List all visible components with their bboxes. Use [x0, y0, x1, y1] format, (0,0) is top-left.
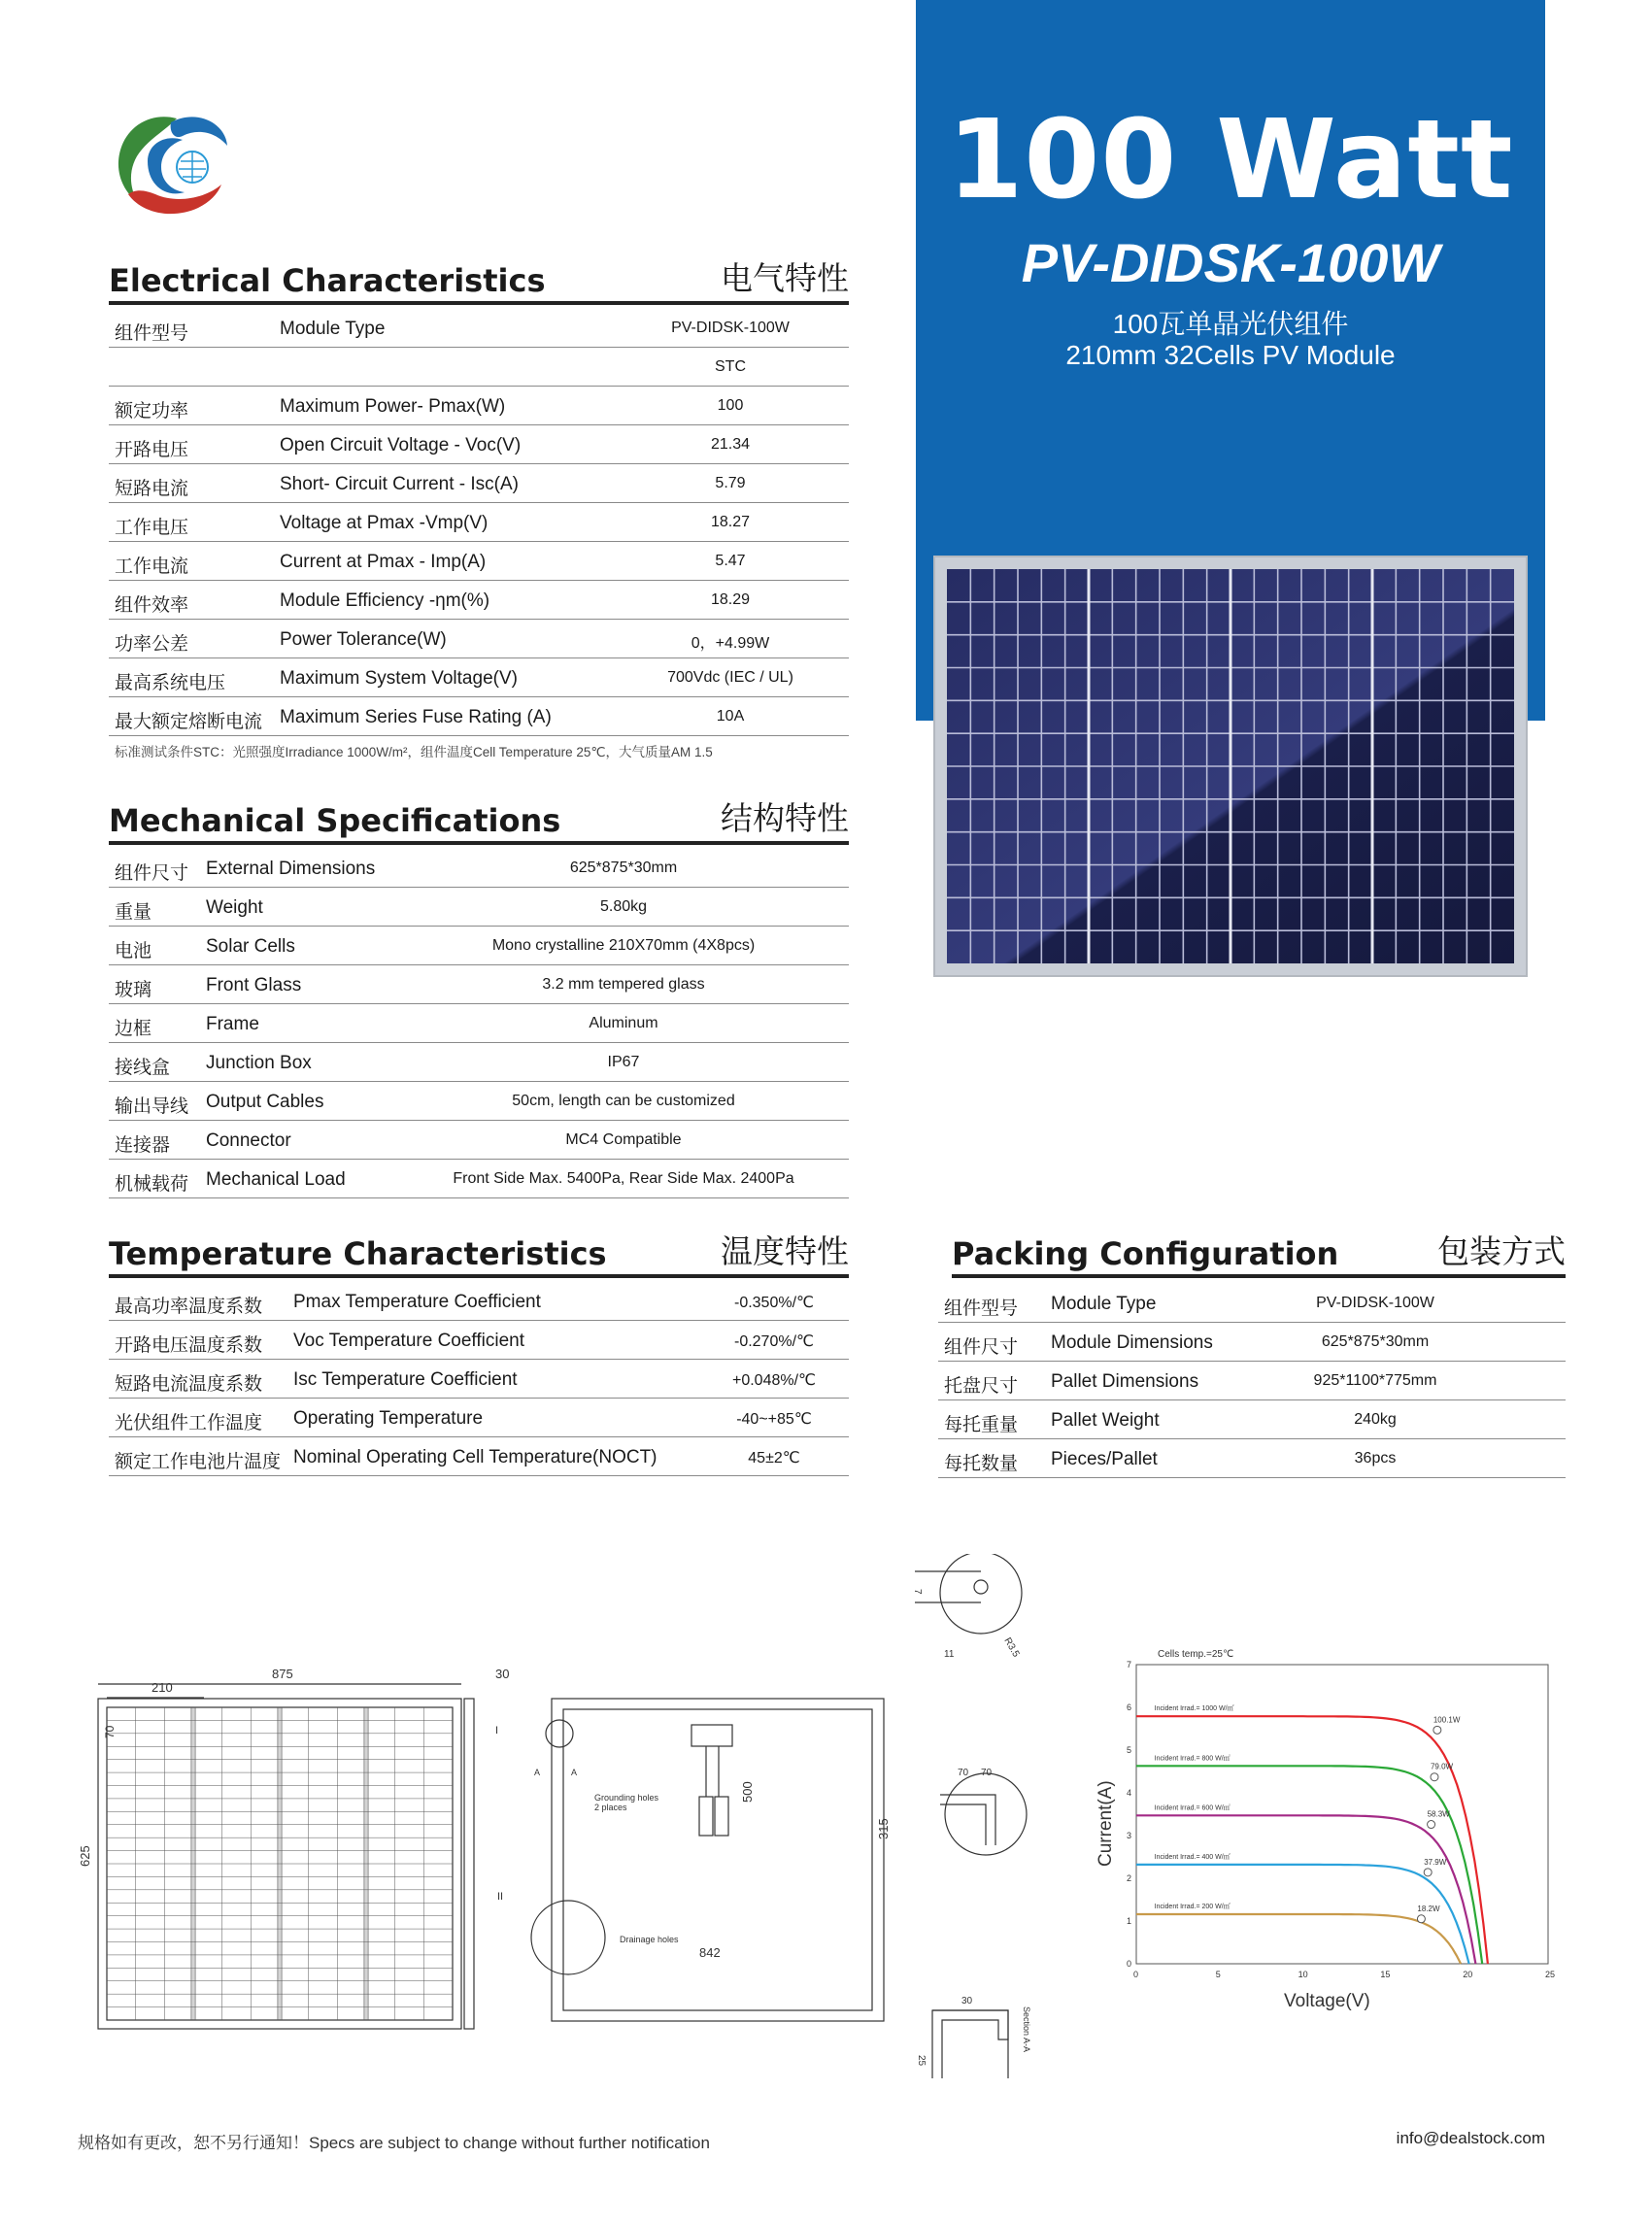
mpp-point: [1431, 1773, 1438, 1781]
pmax-label: 100.1W: [1433, 1715, 1461, 1725]
table-row: [109, 1082, 849, 1121]
packing-title-cn: 包装方式: [1437, 1233, 1566, 1269]
pmax-label: 37.9W: [1424, 1857, 1447, 1867]
row-value: 625*875*30mm: [1321, 1333, 1430, 1350]
table-row: [109, 542, 849, 581]
dim-210: 210: [152, 1680, 173, 1695]
solar-panel-image: [933, 556, 1528, 977]
mechanical-header: [109, 798, 849, 845]
row-label-cn: 短路电流: [115, 479, 189, 499]
row-label-en: Open Circuit Voltage - Voc(V): [280, 435, 522, 455]
subtitle-cn: 100瓦单晶光伏组件: [1112, 309, 1349, 339]
row-label-cn: 功率公差: [115, 634, 189, 655]
row-label-cn: 接线盒: [115, 1058, 171, 1078]
detail-circle-II: [531, 1901, 605, 1974]
electrical-header: [109, 258, 849, 305]
x-tick-label: 25: [1545, 1970, 1556, 1979]
table-row: [938, 1439, 1566, 1478]
row-label-cn: 最高功率温度系数: [115, 1297, 263, 1317]
row-label-en: Pallet Dimensions: [1051, 1371, 1199, 1392]
row-label-cn: 开路电压: [115, 440, 189, 460]
row-label-cn: 工作电流: [115, 556, 189, 577]
table-row: [109, 581, 849, 620]
row-label-cn: 每托数量: [944, 1454, 1019, 1474]
row-label-en: Isc Temperature Coefficient: [293, 1369, 518, 1390]
table-row: [109, 658, 849, 697]
table-row: [109, 1043, 849, 1082]
row-value: 21.34: [710, 436, 751, 453]
back-view-outline: [552, 1699, 884, 2021]
series-name: Incident Irrad.= 600 W/㎡: [1154, 1804, 1231, 1812]
dim-842: 842: [699, 1945, 721, 1960]
row-value: 18.27: [710, 514, 751, 530]
row-value: STC: [715, 358, 746, 375]
row-value: 5.47: [715, 553, 746, 569]
series-line: [1136, 1815, 1475, 1964]
footer-email[interactable]: info@dealstock.com: [1396, 2129, 1545, 2147]
row-label-en: Pmax Temperature Coefficient: [293, 1292, 541, 1312]
row-label-cn: 托盘尺寸: [944, 1376, 1019, 1397]
row-label-en: Pieces/Pallet: [1051, 1449, 1158, 1469]
row-label-cn: 组件效率: [115, 595, 189, 616]
mpp-point: [1428, 1821, 1435, 1829]
footer-note: 规格如有更改，恕不另行通知！Specs are subject to change without further notification: [78, 2134, 710, 2152]
mpp-point: [1424, 1869, 1432, 1876]
row-value: 625*875*30mm: [569, 860, 678, 876]
row-label-cn: 最高系统电压: [115, 673, 226, 693]
y-tick-label: 1: [1127, 1916, 1132, 1926]
row-label-en: Junction Box: [206, 1053, 312, 1073]
table-row: [938, 1284, 1566, 1323]
dim-625: 625: [78, 1845, 92, 1867]
chart-title: Cells temp.=25℃: [1158, 1649, 1234, 1660]
row-value: 10A: [716, 708, 745, 725]
table-row: [109, 1399, 849, 1437]
electrical-title: Electrical Characteristics: [109, 262, 546, 299]
row-label-en: Module Type: [1051, 1294, 1157, 1314]
row-label-en: Current at Pmax - Imp(A): [280, 552, 487, 572]
x-tick-label: 0: [1133, 1970, 1139, 1979]
row-value: MC4 Compatible: [565, 1131, 682, 1148]
x-tick-label: 5: [1215, 1970, 1221, 1979]
y-tick-label: 5: [1127, 1745, 1132, 1755]
label-A: A: [534, 1768, 541, 1777]
table-row: [109, 1360, 849, 1399]
dim-70b: 70: [958, 1768, 969, 1778]
table-row: [109, 620, 849, 658]
series-name: Incident Irrad.= 800 W/㎡: [1154, 1755, 1231, 1763]
label-II: II: [497, 1891, 504, 1903]
product-title: 100 Watt: [947, 97, 1514, 223]
table-row: [109, 387, 849, 425]
label-I: I: [495, 1725, 499, 1736]
row-value: 5.79: [715, 475, 746, 491]
iv-curve-chart: [1090, 1643, 1566, 2032]
drainage-label: Drainage holes: [620, 1935, 679, 1944]
row-label-en: Maximum System Voltage(V): [280, 668, 518, 689]
table-row: [109, 1121, 849, 1160]
mpp-point: [1417, 1915, 1425, 1923]
row-label-en: Module Dimensions: [1051, 1332, 1213, 1353]
row-label-en: Frame: [206, 1014, 259, 1034]
table-row: [109, 927, 849, 965]
row-value: 36pcs: [1354, 1450, 1397, 1466]
row-label-cn: 输出导线: [115, 1096, 189, 1117]
temperature-table: [109, 1282, 849, 1476]
table-row: [109, 1282, 849, 1321]
row-label-en: Voc Temperature Coefficient: [293, 1331, 524, 1351]
packing-table: [938, 1284, 1566, 1478]
label-A2: A: [571, 1768, 578, 1777]
row-label-cn: 开路电压温度系数: [115, 1335, 263, 1356]
row-value: IP67: [607, 1054, 640, 1070]
row-label-cn: 最大额定熔断电流: [115, 712, 263, 732]
grounding-label-2: 2 places: [594, 1803, 627, 1812]
dim-500: 500: [740, 1781, 755, 1803]
row-label-en: Solar Cells: [206, 936, 295, 957]
table-row: [109, 348, 849, 387]
side-view-outline: [464, 1699, 474, 2029]
pmax-label: 58.3W: [1427, 1809, 1450, 1819]
row-value: 3.2 mm tempered glass: [542, 976, 705, 993]
row-label-en: Operating Temperature: [293, 1408, 484, 1429]
product-model: PV-DIDSK-100W: [1021, 232, 1440, 293]
row-value: 18.29: [710, 591, 751, 608]
stc-note: 标准测试条件STC：光照强度Irradiance 1000W/m²，组件温度Cell Temperature 25℃，大气质量AM 1.5: [115, 745, 713, 759]
packing-title: Packing Configuration: [952, 1235, 1339, 1272]
x-axis-label: Voltage(V): [1284, 1991, 1370, 2011]
row-label-cn: 短路电流温度系数: [115, 1374, 263, 1395]
row-label-cn: 边框: [115, 1019, 152, 1039]
pmax-label: 79.0W: [1430, 1762, 1454, 1771]
mechanical-title-cn: 结构特性: [721, 800, 849, 836]
row-value: -0.270%/℃: [733, 1333, 814, 1350]
row-value: 240kg: [1354, 1411, 1397, 1428]
temperature-title: Temperature Characteristics: [109, 1235, 607, 1272]
section-label: Section A-A: [1022, 2006, 1031, 2053]
row-label-cn: 玻璃: [115, 980, 152, 1000]
row-label-en: Module Efficiency -ηm(%): [280, 590, 490, 611]
row-label-en: External Dimensions: [206, 859, 376, 879]
row-label-en: Power Tolerance(W): [280, 629, 447, 650]
mechanical-title: Mechanical Specifications: [109, 802, 561, 839]
row-label-en: Nominal Operating Cell Temperature(NOCT): [293, 1447, 657, 1467]
electrical-title-cn: 电气特性: [721, 260, 849, 296]
y-tick-label: 0: [1127, 1959, 1132, 1969]
x-tick-label: 20: [1463, 1970, 1473, 1979]
row-value: 5.80kg: [599, 898, 648, 915]
row-label-en: Short- Circuit Current - Isc(A): [280, 474, 519, 494]
table-row: [109, 1321, 849, 1360]
y-tick-label: 6: [1127, 1702, 1132, 1712]
row-label-cn: 组件尺寸: [944, 1337, 1019, 1358]
row-label-cn: 机械载荷: [115, 1174, 189, 1195]
table-row: [938, 1400, 1566, 1439]
table-row: [109, 464, 849, 503]
table-row: [109, 1004, 849, 1043]
pmax-label: 18.2W: [1417, 1904, 1440, 1913]
row-label-en: Voltage at Pmax -Vmp(V): [280, 513, 489, 533]
row-label-cn: 连接器: [115, 1135, 171, 1156]
electrical-table: [109, 309, 849, 736]
row-value: Front Side Max. 5400Pa, Rear Side Max. 2400Pa: [453, 1170, 794, 1187]
row-value: PV-DIDSK-100W: [1316, 1295, 1434, 1311]
row-value: Mono crystalline 210X70mm (4X8pcs): [491, 937, 756, 954]
dim-70: 70: [103, 1725, 117, 1738]
row-label-en: Mechanical Load: [206, 1169, 346, 1190]
row-value: 45±2℃: [748, 1450, 800, 1466]
row-label-cn: 光伏组件工作温度: [115, 1413, 263, 1433]
row-label-en: Weight: [206, 897, 263, 918]
dim-11: 11: [944, 1649, 955, 1660]
mpp-point: [1433, 1726, 1441, 1734]
row-label-cn: 每托重量: [944, 1415, 1019, 1435]
dim-315: 315: [876, 1818, 891, 1839]
detail-circle-I: [546, 1720, 573, 1747]
row-label-en: Pallet Weight: [1051, 1410, 1160, 1431]
row-label-cn: 重量: [115, 902, 152, 923]
row-label-en: Front Glass: [206, 975, 302, 995]
x-tick-label: 10: [1298, 1970, 1308, 1979]
row-value: +0.048%/℃: [731, 1372, 817, 1389]
row-value: 50cm, length can be customized: [512, 1093, 735, 1109]
dim-25: 25: [916, 2055, 927, 2067]
y-tick-label: 4: [1127, 1788, 1132, 1798]
row-label-cn: 组件尺寸: [115, 863, 189, 884]
series-name: Incident Irrad.= 200 W/㎡: [1154, 1903, 1231, 1910]
row-label-cn: 组件型号: [115, 323, 189, 344]
row-label-en: Maximum Power- Pmax(W): [280, 396, 506, 417]
row-value: 0，+4.99W: [691, 635, 770, 652]
table-row: [109, 1160, 849, 1198]
dim-30: 30: [495, 1667, 510, 1681]
row-label-en: Module Type: [280, 319, 386, 339]
dim-7: 7: [912, 1589, 923, 1595]
y-tick-label: 7: [1127, 1660, 1132, 1669]
row-label-cn: 额定工作电池片温度: [115, 1452, 282, 1472]
temperature-header: [109, 1231, 849, 1278]
row-value: 700Vdc (IEC / UL): [667, 669, 793, 686]
row-value: -0.350%/℃: [733, 1295, 814, 1311]
table-row: [109, 1437, 849, 1476]
subtitle-en: 210mm 32Cells PV Module: [1065, 340, 1396, 370]
dim-70c: 70: [981, 1768, 993, 1778]
row-value: PV-DIDSK-100W: [671, 320, 790, 336]
dim-r35: R3.5: [1001, 1635, 1022, 1660]
table-row: [938, 1362, 1566, 1400]
dim-875: 875: [272, 1667, 293, 1681]
y-tick-label: 2: [1127, 1873, 1132, 1883]
junction-box-drawing: [691, 1725, 732, 1746]
mechanical-table: [109, 849, 849, 1198]
row-label-cn: 额定功率: [115, 401, 189, 421]
y-axis-label: Current(A): [1096, 1780, 1116, 1867]
dim-30b: 30: [961, 1996, 973, 2006]
row-value: 925*1100*775mm: [1313, 1372, 1437, 1389]
row-label-cn: 电池: [115, 941, 152, 961]
x-tick-label: 15: [1380, 1970, 1391, 1979]
series-name: Incident Irrad.= 1000 W/㎡: [1154, 1705, 1234, 1713]
temperature-title-cn: 温度特性: [721, 1233, 849, 1269]
row-label-cn: 工作电压: [115, 518, 189, 538]
packing-header: [952, 1231, 1566, 1278]
row-value: Aluminum: [589, 1015, 658, 1031]
row-label-en: Connector: [206, 1130, 291, 1151]
row-label-en: Maximum Series Fuse Rating (A): [280, 707, 552, 727]
grounding-label: Grounding holes: [594, 1793, 659, 1803]
y-tick-label: 3: [1127, 1831, 1132, 1840]
row-value: 100: [717, 397, 744, 414]
table-row: [109, 425, 849, 464]
table-row: [938, 1323, 1566, 1362]
table-row: [109, 888, 849, 927]
row-label-cn: 组件型号: [944, 1298, 1019, 1319]
series-name: Incident Irrad.= 400 W/㎡: [1154, 1853, 1231, 1861]
table-row: [109, 965, 849, 1004]
table-row: [109, 309, 849, 348]
table-row: [109, 503, 849, 542]
company-logo: [109, 101, 235, 218]
row-value: -40~+85℃: [736, 1411, 812, 1428]
table-row: [109, 849, 849, 888]
row-label-en: Output Cables: [206, 1092, 324, 1112]
table-row: [109, 697, 849, 736]
technical-drawing: [78, 1554, 1059, 2078]
series-line: [1136, 1914, 1461, 1964]
